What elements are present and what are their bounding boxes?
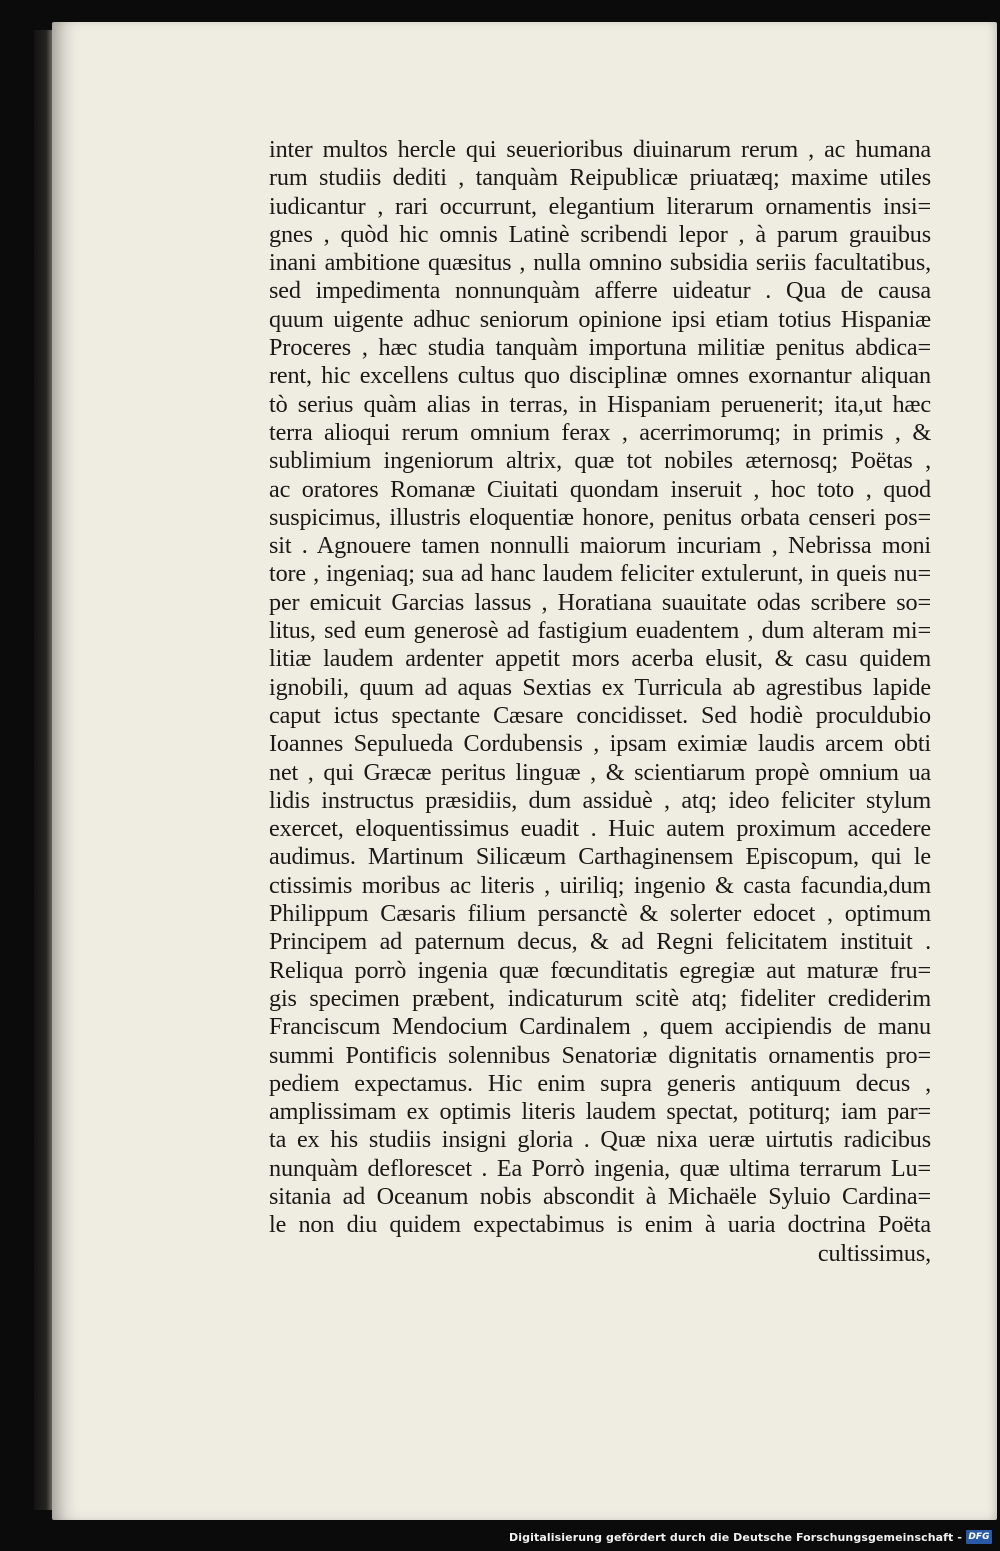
text-line: terra alioqui rerum omnium ferax , acerrimorumq; in primis , & xyxy=(269,418,931,446)
text-line: litus, sed eum generosè ad fastigium euadentem , dum alteram mi= xyxy=(269,617,931,645)
catchword: cultissimus, xyxy=(817,1239,931,1267)
text-line: exercet, eloquentissimus euadit . Huic autem proximum accedere xyxy=(269,815,931,843)
text-line: le non diu quidem expectabimus is enim à uaria doctrina Poëta xyxy=(269,1211,931,1239)
text-line: Philippum Cæsaris filium persanctè & solerter edocet , optimum xyxy=(269,900,931,928)
text-line: per emicuit Garcias lassus , Horatiana suauitate odas scribere so= xyxy=(269,588,931,616)
text-line: Franciscum Mendocium Cardinalem , quem accipiendis de manu xyxy=(269,1013,931,1041)
text-line: tore , ingeniaq; sua ad hanc laudem feliciter extulerunt, in queis nu= xyxy=(269,560,931,588)
text-line: rum studiis dediti , tanquàm Reipublicæ priuatæq; maxime utiles xyxy=(269,164,931,192)
text-line: sitania ad Oceanum nobis abscondit à Michaële Syluio Cardina= xyxy=(269,1182,931,1210)
text-line: nunquàm deflorescet . Ea Porrò ingenia, quæ ultima terrarum Lu= xyxy=(269,1154,931,1182)
text-line: pediem expectamus. Hic enim supra generis antiquum decus , xyxy=(269,1069,931,1097)
page-text-body xyxy=(269,136,931,1268)
text-line: gis specimen præbent, indicaturum scitè atq; fideliter crediderim xyxy=(269,984,931,1012)
credit-text: Digitalisierung gefördert durch die Deutsche Forschungsgemeinschaft - xyxy=(509,1530,962,1544)
text-line: inani ambitione quæsitus , nulla omnino subsidia seriis facultatibus, xyxy=(269,249,931,277)
text-line: rent, hic excellens cultus quo disciplinæ omnes exornantur aliquan xyxy=(269,362,931,390)
text-line: sed impedimenta nonnunquàm afferre uideatur . Qua de causa xyxy=(269,277,931,305)
text-line: Ioannes Sepulueda Cordubensis , ipsam eximiæ laudis arcem obti xyxy=(269,730,931,758)
text-line: sublimium ingeniorum altrix, quæ tot nobiles æternosq; Poëtas , xyxy=(269,447,931,475)
text-line: amplissimam ex optimis literis laudem spectat, potiturq; iam par= xyxy=(269,1098,931,1126)
text-line: litiæ laudem ardenter appetit mors acerba elusit, & casu quidem xyxy=(269,645,931,673)
text-line: suspicimus, illustris eloquentiæ honore, penitus orbata censeri pos= xyxy=(269,503,931,531)
text-line: ctissimis moribus ac literis , uiriliq; ingenio & casta facundia,dum xyxy=(269,871,931,899)
text-line: Proceres , hæc studia tanquàm importuna militiæ penitus abdica= xyxy=(269,334,931,362)
digitization-credit xyxy=(509,1527,992,1547)
text-line: inter multos hercle qui seuerioribus diuinarum rerum , ac humana xyxy=(269,136,931,163)
dfg-logo-icon: DFG xyxy=(966,1530,992,1544)
text-line: ac oratores Romanæ Ciuitati quondam inseruit , hoc toto , quod xyxy=(269,475,931,503)
text-line: net , qui Græcæ peritus linguæ , & scientiarum propè omnium ua xyxy=(269,758,931,786)
text-line: lidis instructus præsidiis, dum assiduè , atq; ideo feliciter stylum xyxy=(269,786,931,814)
text-line: tò serius quàm alias in terras, in Hispaniam peruenerit; ita,ut hæc xyxy=(269,390,931,418)
book-gutter-edge xyxy=(34,30,54,1510)
text-line: sit . Agnouere tamen nonnulli maiorum incuriam , Nebrissa moni xyxy=(269,532,931,560)
text-line: summi Pontificis solennibus Senatoriæ dignitatis ornamentis pro= xyxy=(269,1041,931,1069)
text-line: caput ictus spectante Cæsare concidisset. Sed hodiè proculdubio xyxy=(269,701,931,729)
text-line: Reliqua porrò ingenia quæ fœcunditatis egregiæ aut maturæ fru= xyxy=(269,956,931,984)
text-line: ignobili, quum ad aquas Sextias ex Turricula ab agrestibus lapide xyxy=(269,673,931,701)
text-line: ta ex his studiis insigni gloria . Quæ nixa ueræ uirtutis radicibus xyxy=(269,1126,931,1154)
text-line: gnes , quòd hic omnis Latinè scribendi lepor , à parum grauibus xyxy=(269,220,931,248)
text-line: quum uigente adhuc seniorum opinione ipsi etiam totius Hispaniæ xyxy=(269,305,931,333)
text-line: iudicantur , rari occurrunt, elegantium literarum ornamentis insi= xyxy=(269,192,931,220)
text-line: Principem ad paternum decus, & ad Regni felicitatem instituit . xyxy=(269,928,931,956)
text-line: audimus. Martinum Silicæum Carthaginensem Episcopum, qui le xyxy=(269,843,931,871)
